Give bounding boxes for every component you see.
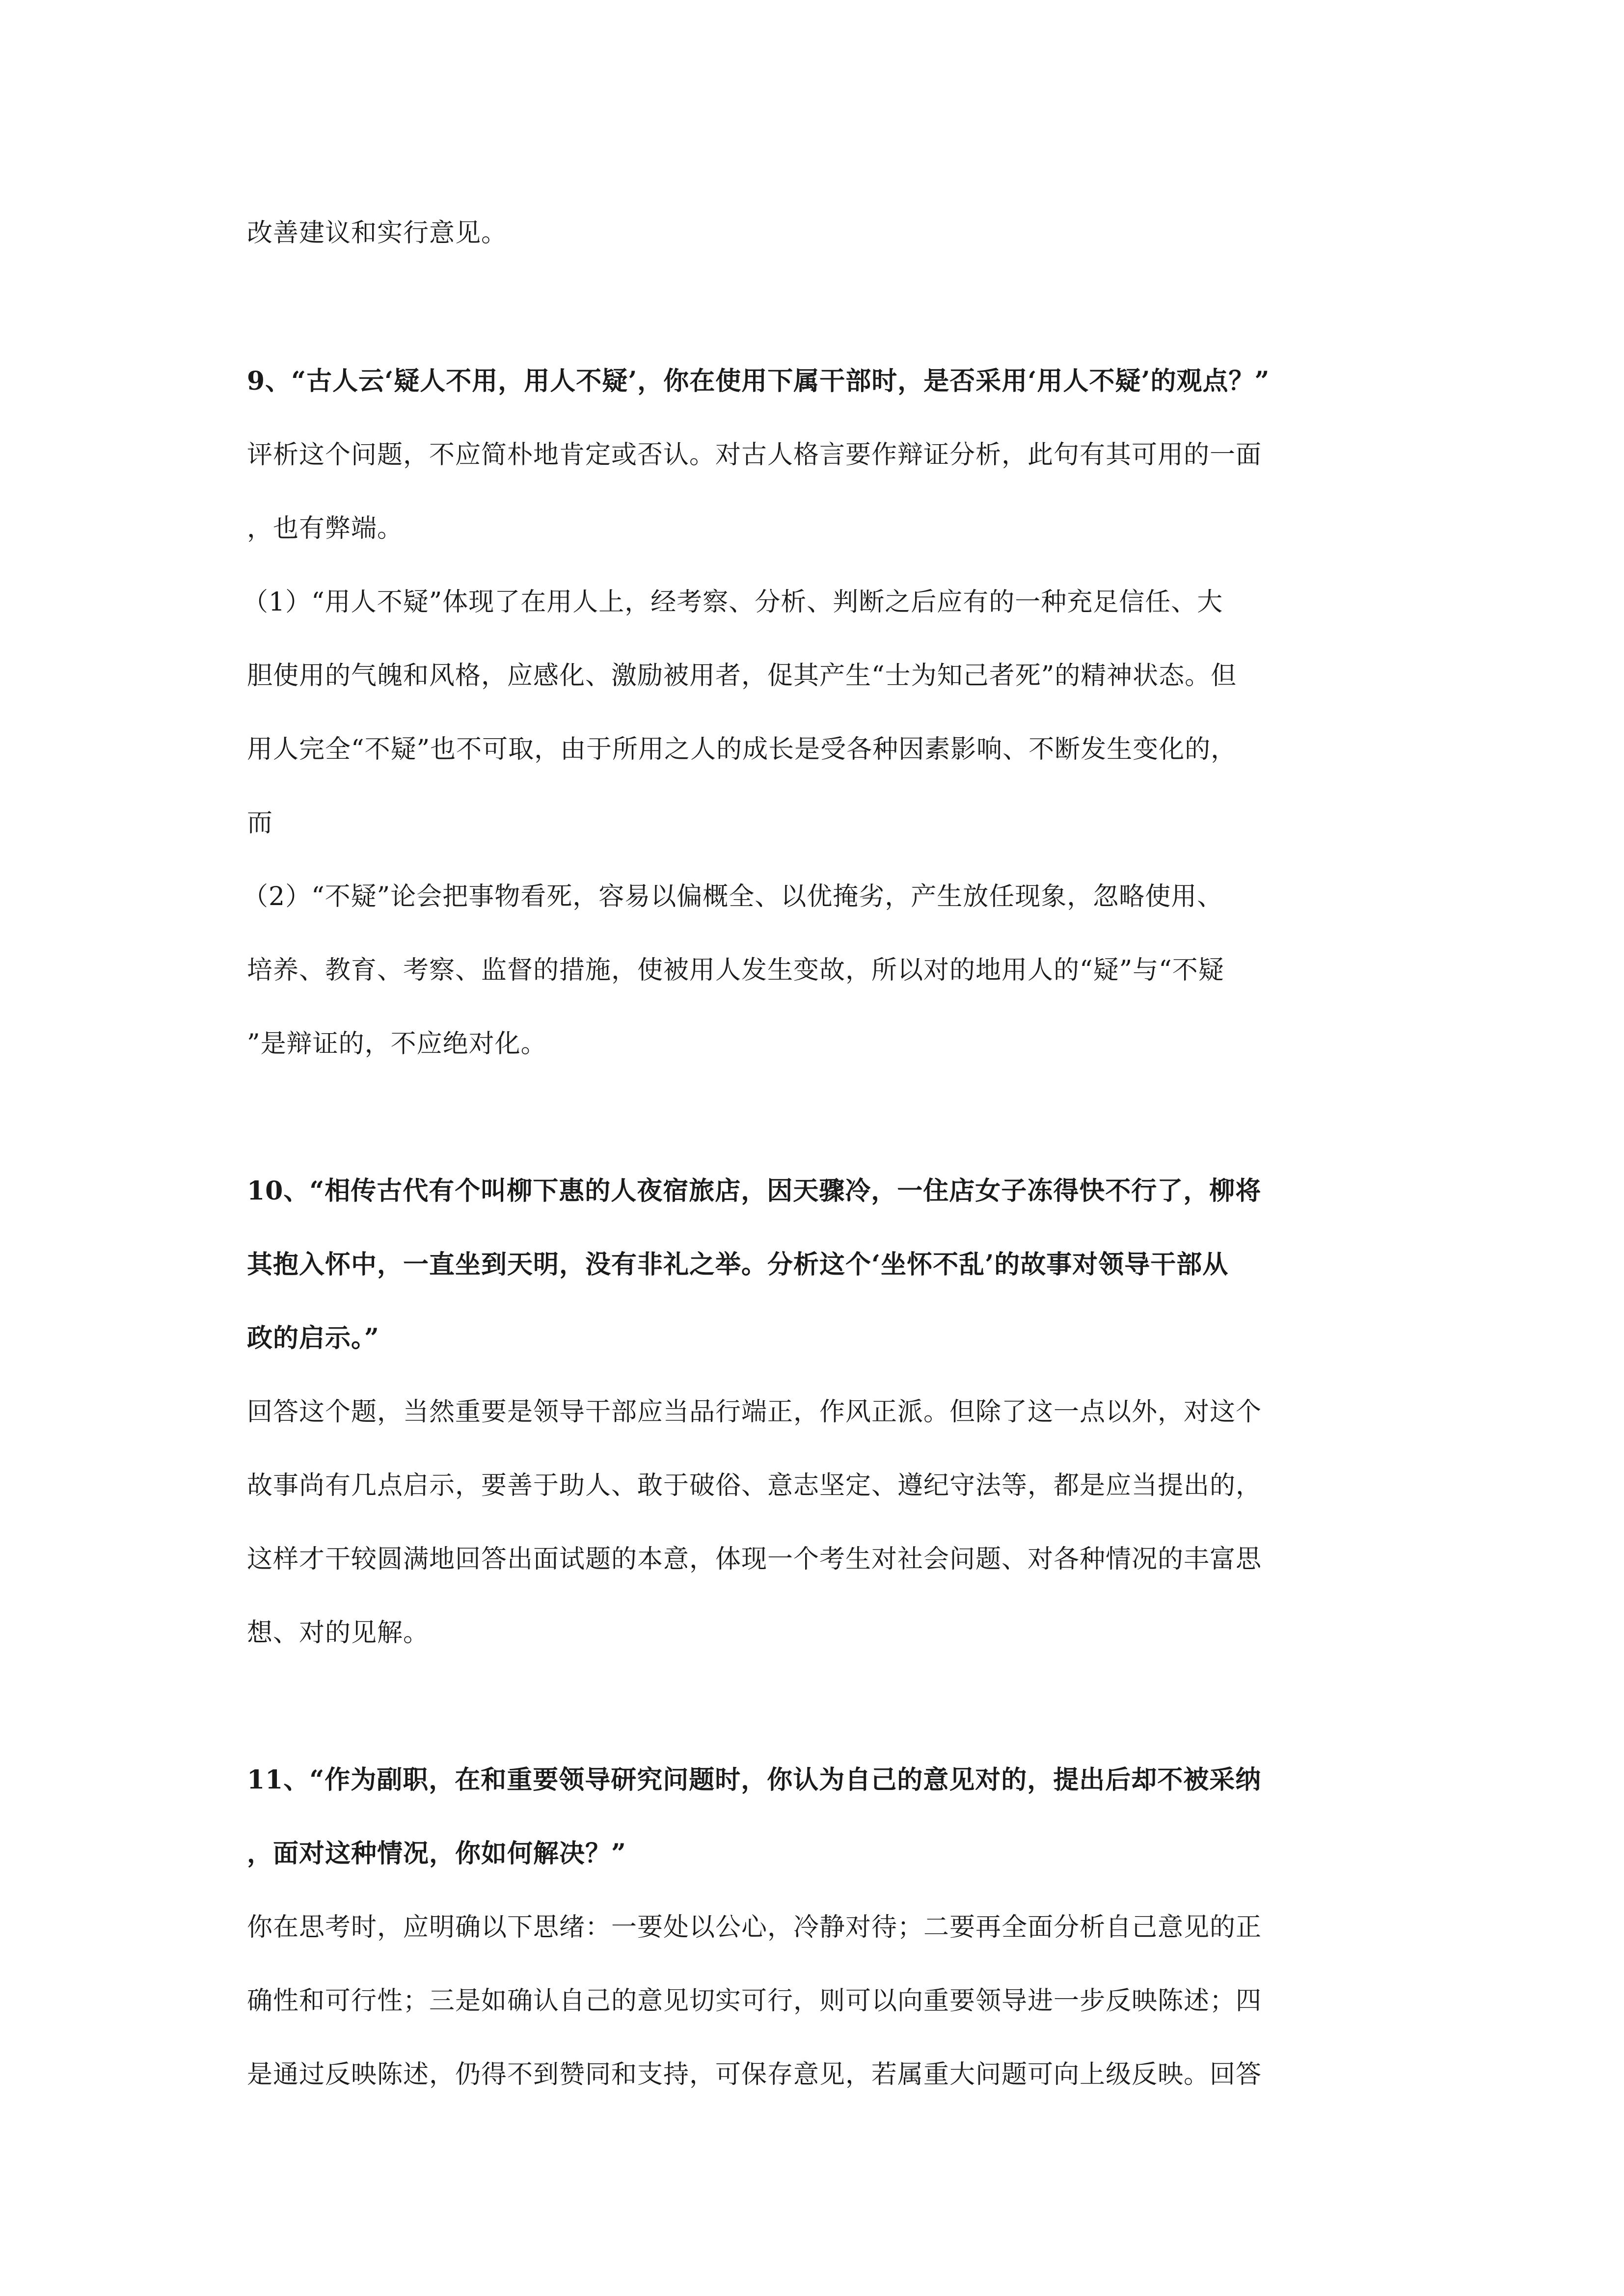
question-heading: 11、“作为副职，在和重要领导研究问题时，你认为自己的意见对的，提出后却不被采纳 (247, 1765, 1262, 1795)
question-heading: 其抱入怀中，一直坐到天明，没有非礼之举。分析这个‘坐怀不乱’的故事对领导干部从 (247, 1250, 1229, 1280)
paragraph-line: ”是辩证的，不应绝对化。 (247, 1029, 547, 1059)
paragraph-line: 胆使用的气魄和风格，应感化、激励被用者，促其产生“士为知己者死”的精神状态。但 (247, 661, 1237, 691)
paragraph-line: 培养、教育、考察、监督的措施，使被用人发生变故，所以对的地用人的“疑”与“不疑 (247, 956, 1224, 985)
paragraph-line: 是通过反映陈述，仍得不到赞同和支持，可保存意见，若属重大问题可向上级反映。回答 (247, 2060, 1262, 2089)
paragraph-line: 故事尚有几点启示，要善于助人、敢于破俗、意志坚定、遵纪守法等，都是应当提出的， (247, 1471, 1262, 1500)
paragraph-line: 改善建议和实行意见。 (247, 218, 508, 248)
question-heading: 9、“古人云‘疑人不用，用人不疑’，你在使用下属干部时，是否采用‘用人不疑’的观点？” (247, 366, 1270, 396)
question-heading: 10、“相传古代有个叫柳下惠的人夜宿旅店，因天骤冷，一住店女子冻得快不行了，柳将 (247, 1176, 1262, 1206)
paragraph-line: （2）“不疑”论会把事物看死，容易以偏概全、以优掩劣，产生放任现象，忽略使用、 (243, 882, 1223, 911)
question-heading: 政的启示。” (247, 1323, 379, 1353)
paragraph-line: 而 (247, 808, 273, 838)
paragraph-line: （1）“用人不疑”体现了在用人上，经考察、分析、判断之后应有的一种充足信任、大 (243, 587, 1223, 617)
paragraph-line: 回答这个题，当然重要是领导干部应当品行端正，作风正派。但除了这一点以外，对这个 (247, 1397, 1262, 1427)
paragraph-line: 确性和可行性；三是如确认自己的意见切实可行，则可以向重要领导进一步反映陈述；四 (247, 1986, 1262, 2016)
question-heading: ，面对这种情况，你如何解决？” (247, 1839, 626, 1869)
paragraph-line: 你在思考时，应明确以下思绪：一要处以公心，冷静对待；二要再全面分析自己意见的正 (247, 1913, 1262, 1942)
paragraph-line: ，也有弊端。 (247, 514, 404, 543)
paragraph-line: 这样才干较圆满地回答出面试题的本意，体现一个考生对社会问题、对各种情况的丰富思 (247, 1545, 1262, 1574)
paragraph-line: 想、对的见解。 (247, 1618, 430, 1648)
paragraph-line: 用人完全“不疑”也不可取，由于所用之人的成长是受各种因素影响、不断发生变化的， (247, 735, 1237, 764)
paragraph-line: 评析这个问题，不应简朴地肯定或否认。对古人格言要作辩证分析，此句有其可用的一面 (247, 440, 1262, 470)
